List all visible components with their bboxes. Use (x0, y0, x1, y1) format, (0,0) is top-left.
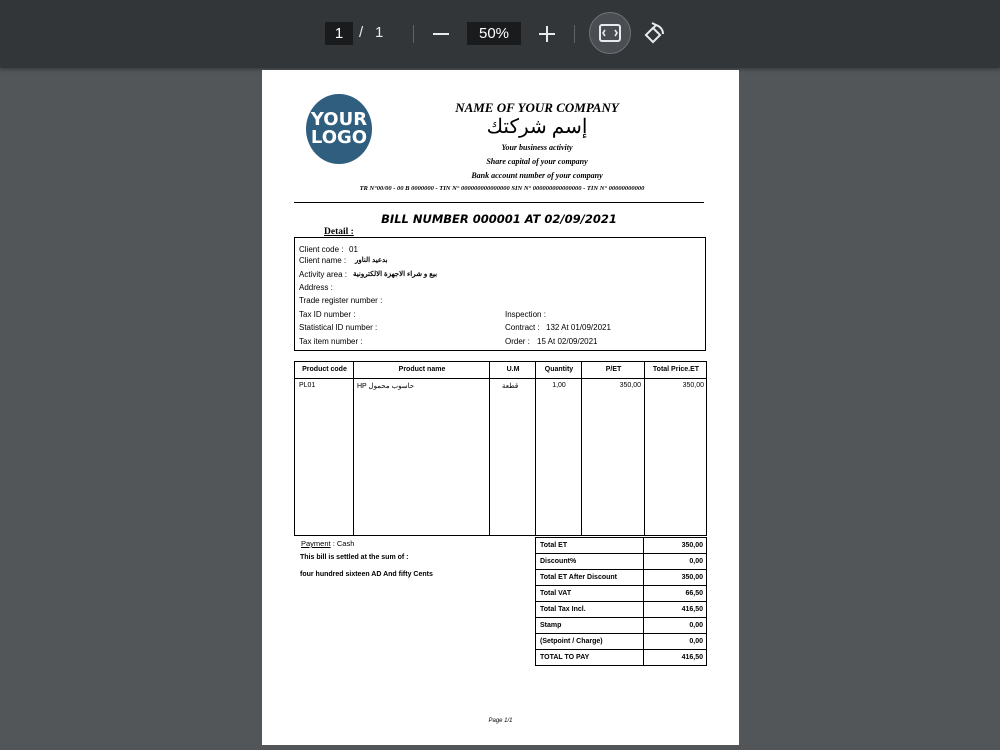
page-footer: Page 1/1 (488, 718, 513, 724)
table-cell: 350,00 (619, 382, 641, 389)
detail-title: Detail : (324, 227, 354, 237)
zoom-level-input[interactable]: 50% (467, 22, 521, 45)
company-name-arabic: إسم شركتك (486, 116, 588, 138)
payment-value: : Cash (332, 539, 355, 548)
page-separator: / (359, 24, 364, 41)
totals-row (536, 538, 706, 554)
share-capital: Share capital of your company (486, 157, 588, 166)
totals-row (536, 634, 706, 650)
table-header: U.M (506, 366, 520, 373)
totals-label: (Setpoint / Charge) (540, 638, 603, 645)
page-number-input[interactable]: 1 (325, 22, 353, 45)
table-header: Quantity (544, 366, 574, 373)
tax-item-label: Tax item number : (299, 337, 363, 346)
totals-row (536, 554, 706, 570)
settled-text: This bill is settled at the sum of : (300, 554, 409, 561)
header-divider (294, 202, 704, 203)
totals-value: 0,00 (689, 622, 703, 629)
bank-account: Bank account number of your company (471, 171, 603, 180)
table-cell: 350,00 (682, 382, 704, 389)
registration-ids: TR N°00/00 - 00 B 0000000 - TIN N° 000000000000000 SIN N° 000000000000000 - TIN N° 00000000000 (359, 185, 645, 192)
totals-value: 0,00 (689, 638, 703, 645)
payment-label: Payment (301, 539, 331, 548)
minus-icon[interactable] (432, 24, 450, 49)
amount-in-words: four hundred sixteen AD And fifty Cents (300, 571, 433, 578)
bill-title: BILL NUMBER 000001 AT 02/09/2021 (381, 212, 617, 226)
activity-label: Activity area : (299, 270, 348, 279)
payment-method (301, 539, 354, 548)
detail-box (294, 237, 706, 351)
table-header: P/ET (605, 366, 622, 373)
totals-row (536, 602, 706, 618)
pdf-toolbar (0, 0, 1000, 68)
table-cell: HP حاسوب محمول (357, 383, 415, 390)
table-cell: PL01 (299, 382, 316, 389)
totals-label: Stamp (540, 622, 562, 629)
order-value: 15 At 02/09/2021 (537, 337, 598, 346)
activity-area: بيع و شراء الاجهزة الالكترونية (353, 271, 438, 278)
totals-value: 66,50 (685, 590, 703, 597)
client-name: بدعيد الناور (355, 257, 388, 264)
toolbar-divider (574, 25, 575, 43)
tax-id-label: Tax ID number : (299, 310, 356, 319)
totals-label: TOTAL TO PAY (540, 654, 590, 661)
company-name: NAME OF YOUR COMPANY (455, 100, 619, 115)
products-table (294, 361, 707, 536)
pdf-page (262, 70, 739, 745)
totals-label: Total VAT (540, 590, 572, 597)
totals-value: 416,50 (681, 654, 703, 661)
order-label: Order : (505, 337, 530, 346)
client-code: 01 (349, 245, 358, 254)
business-activity: Your business activity (501, 143, 573, 152)
client-name-label: Client name : (299, 256, 347, 265)
contract-value: 132 At 01/09/2021 (546, 323, 611, 332)
total-pages: 1 (375, 24, 384, 41)
totals-label: Discount% (540, 558, 577, 565)
totals-row (536, 650, 706, 666)
inspection-label: Inspection : (505, 310, 546, 319)
trade-register-label: Trade register number : (299, 296, 383, 305)
client-code-label: Client code : (299, 245, 344, 254)
totals-row (536, 586, 706, 602)
table-header: Total Price.ET (652, 366, 700, 373)
totals-value: 416,50 (681, 606, 703, 613)
totals-value: 0,00 (689, 558, 703, 565)
totals-value: 350,00 (681, 574, 703, 581)
fit-to-page-icon[interactable] (589, 12, 631, 54)
logo-line-2: LOGO (310, 127, 368, 148)
totals-row (536, 570, 706, 586)
rotate-icon[interactable] (642, 22, 666, 51)
totals-table (535, 537, 707, 666)
table-header: Product code (302, 366, 347, 373)
address-label: Address : (299, 283, 333, 292)
contract-label: Contract : (505, 323, 540, 332)
totals-label: Total ET (540, 542, 568, 549)
toolbar-divider (413, 25, 414, 43)
logo-line-1: YOUR (310, 109, 368, 130)
totals-value: 350,00 (681, 542, 703, 549)
company-logo (306, 94, 372, 164)
plus-icon[interactable] (538, 24, 556, 49)
totals-label: Total Tax Incl. (540, 606, 586, 613)
table-header-divider (295, 378, 706, 379)
table-cell: قطعة (502, 383, 519, 390)
totals-row (536, 618, 706, 634)
table-header: Product name (398, 366, 446, 373)
table-cell: 1,00 (552, 382, 566, 389)
totals-label: Total ET After Discount (540, 574, 617, 581)
statistical-id-label: Statistical ID number : (299, 323, 378, 332)
